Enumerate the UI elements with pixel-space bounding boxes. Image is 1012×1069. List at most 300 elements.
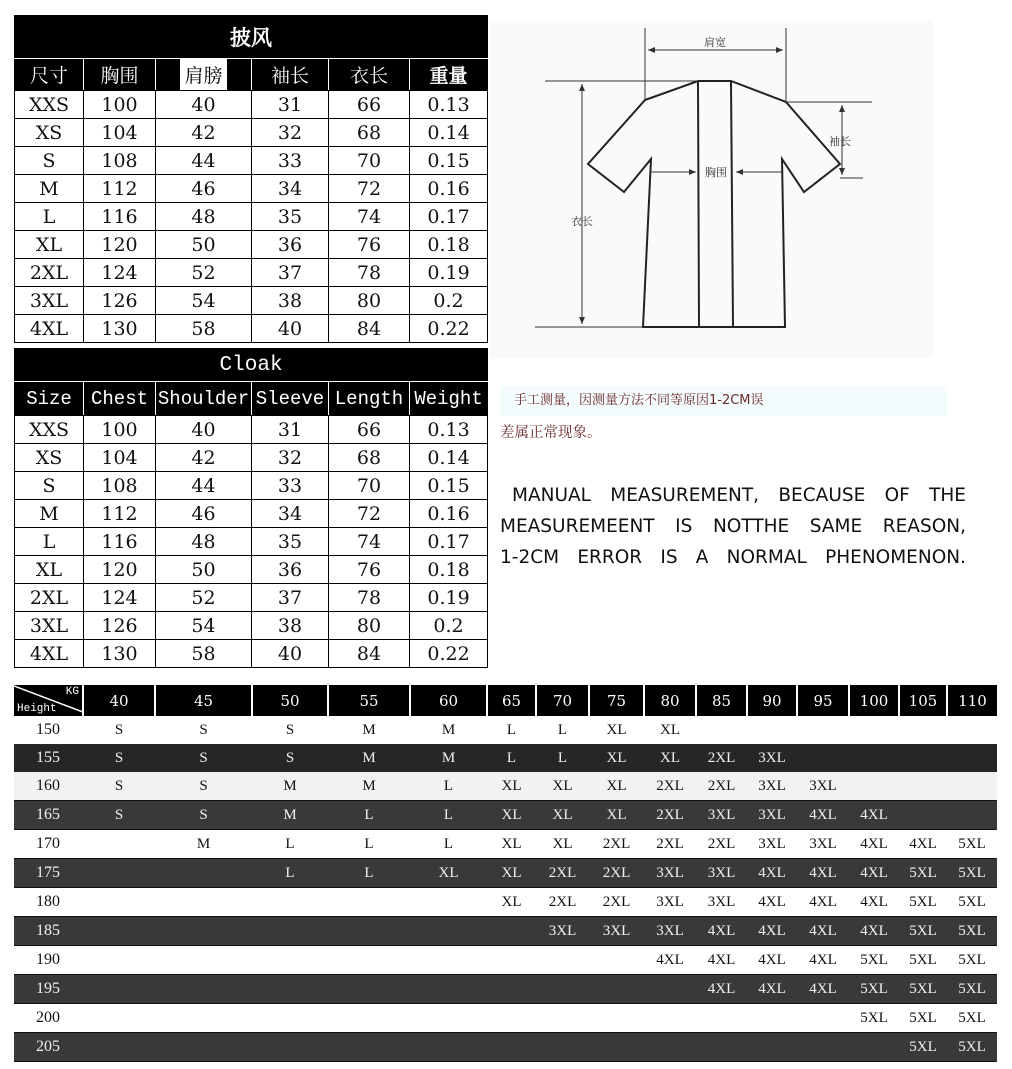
recommended-size-cell: S — [83, 772, 155, 801]
recommended-size-cell — [797, 1004, 849, 1033]
recommended-size-cell: S — [83, 716, 155, 744]
measurement-cell: 46 — [156, 500, 252, 528]
recommended-size-cell — [899, 716, 947, 744]
measurement-cell: 58 — [156, 315, 252, 343]
measurement-cell: 0.2 — [410, 612, 488, 640]
recommended-size-cell — [83, 830, 155, 859]
recommended-size-cell: L — [252, 830, 328, 859]
recommended-size-cell: 3XL — [536, 917, 589, 946]
measurement-cell: 52 — [156, 584, 252, 612]
measurement-cell: 120 — [84, 231, 156, 259]
measurement-cell: 108 — [84, 147, 156, 175]
size-table-english — [14, 348, 488, 668]
recommended-size-cell: 4XL — [849, 830, 899, 859]
measurement-cell: 0.14 — [410, 119, 488, 147]
recommended-size-cell — [252, 946, 328, 975]
recommended-size-cell: 4XL — [797, 859, 849, 888]
recommended-size-cell — [797, 1033, 849, 1062]
weight-column-header: 55 — [328, 685, 410, 716]
recommended-size-cell — [747, 716, 797, 744]
height-value-cell: 195 — [14, 975, 83, 1004]
measurement-cell: 72 — [329, 500, 410, 528]
recommended-size-cell — [536, 1004, 589, 1033]
recommended-size-cell — [536, 946, 589, 975]
height-value-cell: 205 — [14, 1033, 83, 1062]
measurement-cell: 100 — [84, 91, 156, 119]
measurement-cell: 0.19 — [410, 584, 488, 612]
height-row — [14, 946, 997, 975]
measurement-cell: 66 — [329, 416, 410, 444]
measurement-cell: 42 — [156, 444, 252, 472]
recommended-size-cell: 3XL — [644, 888, 696, 917]
height-value-cell: 160 — [14, 772, 83, 801]
recommended-size-cell: XL — [589, 716, 644, 744]
recommended-size-cell: 2XL — [696, 744, 747, 772]
measurement-cell: 33 — [252, 147, 329, 175]
recommended-size-cell: S — [83, 801, 155, 830]
length-label: 衣长 — [571, 215, 593, 228]
size-label-cell: 3XL — [15, 612, 84, 640]
recommended-size-cell: 2XL — [589, 888, 644, 917]
garment-measurement-diagram — [490, 20, 933, 358]
recommended-size-cell: 4XL — [747, 975, 797, 1004]
recommended-size-cell — [252, 1033, 328, 1062]
recommended-size-cell: XL — [487, 859, 536, 888]
recommended-size-cell: 2XL — [644, 801, 696, 830]
recommended-size-cell — [328, 917, 410, 946]
measurement-cell: 108 — [84, 472, 156, 500]
measurement-cell: 36 — [252, 556, 329, 584]
height-row — [14, 716, 997, 744]
recommended-size-cell: S — [155, 744, 252, 772]
measurement-cell: 34 — [252, 175, 329, 203]
size-label-cell: 4XL — [15, 640, 84, 668]
height-value-cell: 165 — [14, 801, 83, 830]
recommended-size-cell: XL — [644, 744, 696, 772]
note-chinese-line-1: 手工测量，因测量方法不同等原因1-2CM误 — [500, 386, 947, 416]
recommended-size-cell: S — [155, 801, 252, 830]
height-value-cell: 200 — [14, 1004, 83, 1033]
measurement-cell: 50 — [156, 556, 252, 584]
recommended-size-cell — [155, 917, 252, 946]
recommended-size-cell: L — [410, 801, 487, 830]
measurement-cell: 0.2 — [410, 287, 488, 315]
recommended-size-cell — [644, 1033, 696, 1062]
height-row — [14, 975, 997, 1004]
recommended-size-cell: 4XL — [797, 946, 849, 975]
measurement-cell: 70 — [329, 472, 410, 500]
recommended-size-cell — [696, 716, 747, 744]
recommended-size-cell: 5XL — [849, 975, 899, 1004]
recommended-size-cell: 2XL — [589, 859, 644, 888]
recommended-size-cell — [947, 801, 997, 830]
recommended-size-cell: M — [252, 801, 328, 830]
recommended-size-cell — [849, 716, 899, 744]
measurement-cell: 0.22 — [410, 640, 488, 668]
shoulder-width-label: 肩宽 — [704, 36, 726, 49]
measurement-cell: 76 — [329, 231, 410, 259]
recommended-size-cell — [487, 1033, 536, 1062]
recommended-size-cell: XL — [589, 772, 644, 801]
measurement-cell: 116 — [84, 528, 156, 556]
recommended-size-cell: 4XL — [747, 859, 797, 888]
recommended-size-cell: 4XL — [849, 888, 899, 917]
recommended-size-cell — [252, 975, 328, 1004]
measurement-cell: 0.13 — [410, 91, 488, 119]
note-chinese-line-2: 差属正常现象。 — [500, 425, 602, 441]
recommended-size-cell — [589, 1033, 644, 1062]
recommended-size-cell — [83, 946, 155, 975]
recommended-size-cell: L — [328, 859, 410, 888]
recommended-size-cell: M — [328, 772, 410, 801]
column-header: Shoulder — [156, 382, 252, 416]
recommended-size-cell: 3XL — [696, 859, 747, 888]
recommended-size-cell: 3XL — [797, 772, 849, 801]
recommended-size-cell: XL — [487, 801, 536, 830]
recommended-size-cell — [328, 888, 410, 917]
recommended-size-cell — [328, 946, 410, 975]
measurement-cell: 34 — [252, 500, 329, 528]
size-label-cell: M — [15, 175, 84, 203]
height-row — [14, 859, 997, 888]
sleeve-length-label: 袖长 — [829, 135, 851, 148]
column-header: Chest — [84, 382, 156, 416]
column-header: 袖长 — [252, 59, 329, 91]
recommended-size-cell: 4XL — [747, 946, 797, 975]
recommended-size-cell: 5XL — [947, 888, 997, 917]
measurement-cell: 31 — [252, 416, 329, 444]
measurement-cell: 0.17 — [410, 528, 488, 556]
weight-header-row — [14, 685, 997, 716]
measurement-cell: 44 — [156, 147, 252, 175]
measurement-cell: 46 — [156, 175, 252, 203]
measurement-cell: 124 — [84, 584, 156, 612]
weight-column-header: 85 — [696, 685, 747, 716]
weight-column-header: 95 — [797, 685, 849, 716]
recommended-size-cell — [747, 1033, 797, 1062]
recommended-size-cell: M — [410, 716, 487, 744]
recommended-size-cell: 3XL — [644, 917, 696, 946]
recommended-size-cell: S — [155, 716, 252, 744]
recommended-size-cell — [797, 744, 849, 772]
recommended-size-cell — [410, 1004, 487, 1033]
size-label-cell: S — [15, 147, 84, 175]
recommended-size-cell — [849, 1033, 899, 1062]
recommended-size-cell — [947, 744, 997, 772]
height-row — [14, 801, 997, 830]
measurement-cell: 35 — [252, 203, 329, 231]
measurement-cell: 44 — [156, 472, 252, 500]
measurement-cell: 0.15 — [410, 472, 488, 500]
recommended-size-cell: 3XL — [747, 772, 797, 801]
recommended-size-cell — [849, 772, 899, 801]
recommended-size-cell: 5XL — [899, 917, 947, 946]
recommended-size-cell — [487, 917, 536, 946]
recommended-size-cell: XL — [589, 801, 644, 830]
recommended-size-cell — [328, 1004, 410, 1033]
recommended-size-cell — [589, 1004, 644, 1033]
size-row — [15, 203, 488, 231]
column-header: Weight — [410, 382, 488, 416]
recommended-size-cell: L — [328, 801, 410, 830]
height-value-cell: 190 — [14, 946, 83, 975]
size-label-cell: 4XL — [15, 315, 84, 343]
recommended-size-cell: 5XL — [849, 1004, 899, 1033]
size-row — [15, 315, 488, 343]
recommended-size-cell: 4XL — [797, 975, 849, 1004]
recommended-size-cell — [410, 946, 487, 975]
recommended-size-cell: S — [155, 772, 252, 801]
weight-column-header: 75 — [589, 685, 644, 716]
measurement-cell: 104 — [84, 444, 156, 472]
recommended-size-cell: 4XL — [644, 946, 696, 975]
recommended-size-cell: XL — [536, 830, 589, 859]
recommended-size-cell: XL — [536, 772, 589, 801]
recommended-size-cell: 3XL — [747, 744, 797, 772]
measurement-cell: 0.15 — [410, 147, 488, 175]
height-value-cell: 175 — [14, 859, 83, 888]
recommended-size-cell: L — [487, 744, 536, 772]
recommended-size-cell — [155, 888, 252, 917]
weight-column-header: 40 — [83, 685, 155, 716]
size-row — [15, 287, 488, 315]
weight-column-header: 70 — [536, 685, 589, 716]
size-label-cell: XXS — [15, 416, 84, 444]
size-row — [15, 528, 488, 556]
recommended-size-cell — [589, 946, 644, 975]
recommended-size-cell: XL — [589, 744, 644, 772]
measurement-cell: 78 — [329, 584, 410, 612]
measurement-cell: 38 — [252, 287, 329, 315]
recommended-size-cell — [328, 1033, 410, 1062]
table-header-row — [15, 382, 488, 416]
measurement-cell: 84 — [329, 640, 410, 668]
recommended-size-cell: 3XL — [644, 859, 696, 888]
measurement-cell: 0.17 — [410, 203, 488, 231]
column-header: Sleeve — [252, 382, 329, 416]
recommended-size-cell: 5XL — [947, 1004, 997, 1033]
size-row — [15, 119, 488, 147]
height-row — [14, 917, 997, 946]
recommended-size-cell — [83, 1033, 155, 1062]
measurement-cell: 116 — [84, 203, 156, 231]
recommended-size-cell: 4XL — [696, 975, 747, 1004]
recommended-size-cell: 5XL — [899, 1033, 947, 1062]
measurement-cell: 68 — [329, 119, 410, 147]
corner-header — [14, 685, 83, 716]
recommended-size-cell — [83, 917, 155, 946]
measurement-cell: 0.22 — [410, 315, 488, 343]
recommended-size-cell — [155, 946, 252, 975]
recommended-size-cell: L — [536, 716, 589, 744]
recommended-size-cell — [252, 1004, 328, 1033]
recommended-size-cell: 3XL — [589, 917, 644, 946]
measurement-cell: 32 — [252, 444, 329, 472]
height-weight-size-chart — [14, 685, 997, 1062]
measurement-cell: 0.14 — [410, 444, 488, 472]
table-title: Cloak — [15, 349, 488, 382]
recommended-size-cell: 4XL — [797, 888, 849, 917]
recommended-size-cell: XL — [487, 772, 536, 801]
note-english — [500, 480, 966, 573]
measurement-cell: 50 — [156, 231, 252, 259]
recommended-size-cell — [410, 888, 487, 917]
recommended-size-cell — [747, 1004, 797, 1033]
recommended-size-cell — [536, 1033, 589, 1062]
size-label-cell: M — [15, 500, 84, 528]
measurement-cell: 40 — [252, 315, 329, 343]
height-row — [14, 772, 997, 801]
recommended-size-cell: 5XL — [899, 1004, 947, 1033]
recommended-size-cell: S — [83, 744, 155, 772]
recommended-size-cell: M — [328, 744, 410, 772]
recommended-size-cell: 4XL — [797, 917, 849, 946]
recommended-size-cell: 5XL — [947, 859, 997, 888]
recommended-size-cell — [410, 1033, 487, 1062]
measurement-cell: 48 — [156, 528, 252, 556]
recommended-size-cell — [83, 975, 155, 1004]
recommended-size-cell: 2XL — [589, 830, 644, 859]
height-row — [14, 1004, 997, 1033]
recommended-size-cell — [487, 1004, 536, 1033]
size-row — [15, 500, 488, 528]
measurement-cell: 37 — [252, 584, 329, 612]
recommended-size-cell — [83, 859, 155, 888]
size-row — [15, 259, 488, 287]
measurement-cell: 80 — [329, 612, 410, 640]
recommended-size-cell: 3XL — [797, 830, 849, 859]
recommended-size-cell: 4XL — [696, 917, 747, 946]
recommended-size-cell — [328, 975, 410, 1004]
measurement-cell: 0.13 — [410, 416, 488, 444]
table-header-row — [15, 59, 488, 91]
recommended-size-cell: 2XL — [536, 859, 589, 888]
recommended-size-cell — [252, 917, 328, 946]
recommended-size-cell: 5XL — [899, 946, 947, 975]
recommended-size-cell: 3XL — [747, 801, 797, 830]
recommended-size-cell: XL — [644, 716, 696, 744]
measurement-cell: 38 — [252, 612, 329, 640]
measurement-cell: 0.16 — [410, 500, 488, 528]
measurement-cell: 54 — [156, 287, 252, 315]
measurement-cell: 130 — [84, 315, 156, 343]
measurement-cell: 37 — [252, 259, 329, 287]
recommended-size-cell: XL — [487, 888, 536, 917]
recommended-size-cell: L — [536, 744, 589, 772]
size-label-cell: S — [15, 472, 84, 500]
recommended-size-cell — [696, 1033, 747, 1062]
recommended-size-cell: 3XL — [747, 830, 797, 859]
height-row — [14, 1033, 997, 1062]
size-row — [15, 556, 488, 584]
recommended-size-cell: XL — [410, 859, 487, 888]
recommended-size-cell: 3XL — [696, 888, 747, 917]
recommended-size-cell: M — [155, 830, 252, 859]
measurement-cell: 58 — [156, 640, 252, 668]
recommended-size-cell: 5XL — [899, 888, 947, 917]
column-header: 尺寸 — [15, 59, 84, 91]
height-row — [14, 744, 997, 772]
measurement-cell: 112 — [84, 175, 156, 203]
height-value-cell: 150 — [14, 716, 83, 744]
measurement-cell: 0.19 — [410, 259, 488, 287]
cloak-outline-drawing — [490, 20, 933, 358]
recommended-size-cell: 5XL — [899, 975, 947, 1004]
measurement-cell: 32 — [252, 119, 329, 147]
table-title: 披风 — [15, 16, 488, 59]
size-label-cell: XS — [15, 119, 84, 147]
recommended-size-cell — [536, 975, 589, 1004]
recommended-size-cell: 4XL — [747, 888, 797, 917]
column-header: 肩膀 — [156, 59, 252, 91]
measurement-cell: 80 — [329, 287, 410, 315]
weight-column-header: 65 — [487, 685, 536, 716]
size-row — [15, 584, 488, 612]
size-row — [15, 612, 488, 640]
recommended-size-cell: 5XL — [947, 830, 997, 859]
column-header: 胸围 — [84, 59, 156, 91]
recommended-size-cell: XL — [536, 801, 589, 830]
weight-column-header: 45 — [155, 685, 252, 716]
measurement-cell: 40 — [156, 91, 252, 119]
size-label-cell: 2XL — [15, 584, 84, 612]
measurement-cell: 78 — [329, 259, 410, 287]
size-row — [15, 147, 488, 175]
height-value-cell: 155 — [14, 744, 83, 772]
measurement-cell: 130 — [84, 640, 156, 668]
size-row — [15, 472, 488, 500]
measurement-cell: 0.16 — [410, 175, 488, 203]
measurement-cell: 74 — [329, 528, 410, 556]
size-row — [15, 416, 488, 444]
recommended-size-cell: 4XL — [747, 917, 797, 946]
recommended-size-cell: 2XL — [696, 830, 747, 859]
measurement-cell: 40 — [252, 640, 329, 668]
recommended-size-cell: 2XL — [644, 830, 696, 859]
measurement-cell: 124 — [84, 259, 156, 287]
size-label-cell: 3XL — [15, 287, 84, 315]
recommended-size-cell — [252, 888, 328, 917]
recommended-size-cell — [155, 859, 252, 888]
recommended-size-cell: 4XL — [797, 801, 849, 830]
recommended-size-cell: 4XL — [849, 801, 899, 830]
height-value-cell: 170 — [14, 830, 83, 859]
recommended-size-cell: M — [252, 772, 328, 801]
measurement-cell: 42 — [156, 119, 252, 147]
measurement-cell: 76 — [329, 556, 410, 584]
recommended-size-cell: 4XL — [899, 830, 947, 859]
measurement-cell: 40 — [156, 416, 252, 444]
size-label-cell: L — [15, 528, 84, 556]
column-header: 重量 — [410, 59, 488, 91]
recommended-size-cell — [589, 975, 644, 1004]
recommended-size-cell: 2XL — [696, 772, 747, 801]
recommended-size-cell: 5XL — [947, 975, 997, 1004]
recommended-size-cell — [487, 975, 536, 1004]
recommended-size-cell: 4XL — [849, 859, 899, 888]
recommended-size-cell — [644, 975, 696, 1004]
measurement-cell: 100 — [84, 416, 156, 444]
recommended-size-cell — [83, 1004, 155, 1033]
recommended-size-cell: S — [252, 716, 328, 744]
recommended-size-cell — [899, 744, 947, 772]
recommended-size-cell: L — [410, 830, 487, 859]
measurement-cell: 66 — [329, 91, 410, 119]
measurement-cell: 104 — [84, 119, 156, 147]
column-header: Size — [15, 382, 84, 416]
recommended-size-cell: XL — [487, 830, 536, 859]
recommended-size-cell: 2XL — [536, 888, 589, 917]
